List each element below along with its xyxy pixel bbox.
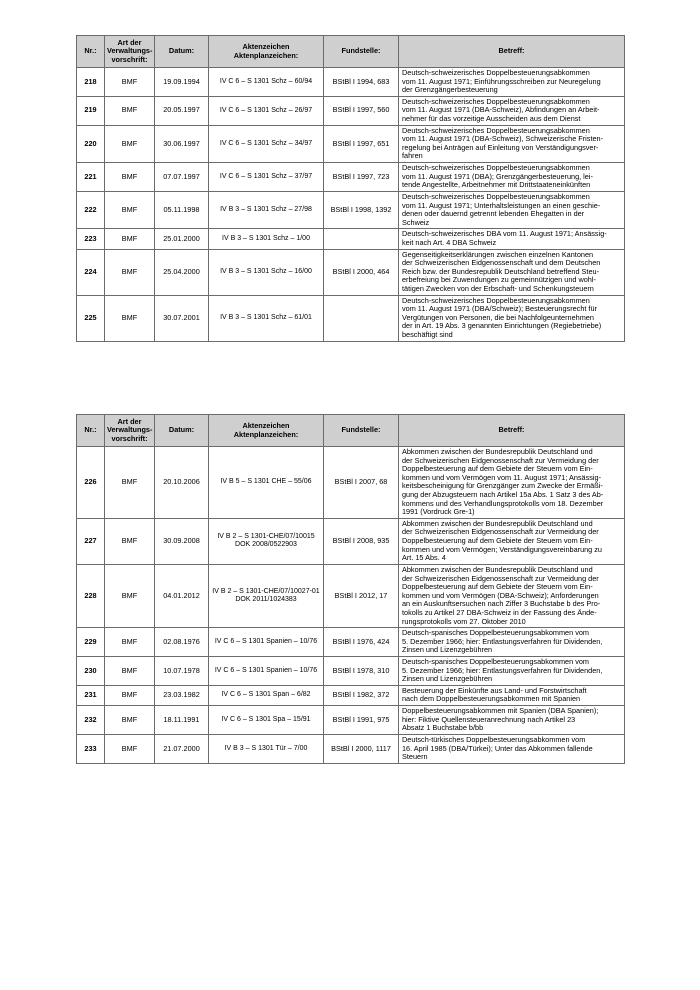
cell-betreff (399, 96, 625, 125)
betreff-line: Gegenseitigkeitserklärungen zwischen einzelnen Kantonen (402, 249, 594, 259)
cell-aktenzeichen (209, 518, 324, 564)
cell-betreff (399, 685, 625, 705)
header-betreff: Betreff: (399, 415, 625, 447)
betreff-line: Abkommen zwischen der Bundesrepublik Deutschland und (402, 518, 593, 528)
betreff-line: Abkommen zwischen der Bundesrepublik Deutschland und (402, 564, 593, 574)
cell-aktenzeichen (209, 734, 324, 763)
header-row (77, 415, 625, 447)
cell-art: BMF (105, 295, 155, 341)
regulations-table-1 (76, 35, 625, 342)
cell-nr: 229 (77, 628, 105, 657)
aktenzeichen-line: IV B 2 – S 1301-CHE/07/10027-01 (212, 587, 320, 595)
aktenzeichen-line: IV B 3 – S 1301 Schz – 1/00 (222, 234, 310, 242)
cell-fundstelle: BStBl I 2000, 464 (324, 249, 399, 295)
betreff-line: keit nach Art. 4 DBA Schweiz (402, 237, 497, 247)
cell-datum: 20.05.1997 (155, 96, 209, 125)
betreff-line: gung der Abzugsteuern nach Artikel 15a Abs. 1 Satz 3 des Ab- (402, 490, 604, 500)
cell-art: BMF (105, 229, 155, 249)
betreff-line: Deutsch-schweizerisches Doppelbesteuerungsabkommen (402, 125, 590, 135)
table-row (77, 229, 625, 249)
cell-fundstelle: BStBl I 2000, 1117 (324, 734, 399, 763)
cell-datum: 25.04.2000 (155, 249, 209, 295)
cell-datum: 04.01.2012 (155, 564, 209, 627)
table-row (77, 657, 625, 686)
header-datum: Datum: (155, 36, 209, 68)
cell-datum: 25.01.2000 (155, 229, 209, 249)
cell-art: BMF (105, 125, 155, 162)
betreff-line: tende Angestellte, Arbeitnehmer mit Drittstaateneinkünften (402, 180, 591, 190)
cell-fundstelle: BStBl I 1991, 975 (324, 706, 399, 735)
betreff-line: an ein Auskunftsersuchen nach Ziffer 3 Buchstabe b des Pro- (402, 599, 601, 609)
cell-nr: 230 (77, 657, 105, 686)
table-body (77, 447, 625, 764)
cell-fundstelle: BStBl I 2007, 68 (324, 447, 399, 519)
betreff-line: Doppelbesteuerungsabkommen mit Spanien (DBA Spanien); (402, 706, 599, 716)
table-row (77, 125, 625, 162)
header-nr: Nr.: (77, 36, 105, 68)
cell-nr: 218 (77, 68, 105, 97)
cell-art: BMF (105, 564, 155, 627)
betreff-line: kommens und des Verhandlungsprotokolls vom 18. Dezember (402, 498, 604, 508)
cell-aktenzeichen (209, 564, 324, 627)
table-row (77, 564, 625, 627)
table-row (77, 734, 625, 763)
betreff-line: der Schweizerischen Eidgenossenschaft zur Vermeidung der (402, 455, 599, 465)
cell-nr: 221 (77, 163, 105, 192)
cell-nr: 228 (77, 564, 105, 627)
cell-betreff (399, 295, 625, 341)
table-row (77, 68, 625, 97)
cell-art: BMF (105, 734, 155, 763)
cell-betreff (399, 68, 625, 97)
cell-art: BMF (105, 96, 155, 125)
betreff-line: kommen und vom Vermögen (DBA-Schweiz); Anforderungen (402, 590, 599, 600)
aktenzeichen-line: DOK 2008/0522903 (235, 541, 297, 549)
betreff-line: Steuern (402, 752, 428, 762)
betreff-line: Art. 15 Abs. 4 (402, 553, 446, 563)
cell-art: BMF (105, 163, 155, 192)
betreff-line: der Schweizerischen Eidgenossenschaft zur Vermeidung der (402, 527, 599, 537)
betreff-line: regelung bei Anträgen auf Einleitung von Verständigungsver- (402, 142, 599, 152)
betreff-line: kommen und vom Vermögen vom 11. August 1971; Ansässig- (402, 472, 602, 482)
cell-betreff (399, 564, 625, 627)
aktenzeichen-line: IV C 6 – S 1301 Spanien – 10/76 (214, 666, 318, 674)
table-row (77, 628, 625, 657)
cell-betreff (399, 229, 625, 249)
cell-aktenzeichen (209, 249, 324, 295)
cell-betreff (399, 125, 625, 162)
aktenzeichen-line: IV C 6 – S 1301 Schz – 34/97 (219, 139, 313, 147)
header-aktenzeichen: Aktenzeichen Aktenplanzeichen: (209, 415, 324, 447)
cell-aktenzeichen (209, 191, 324, 228)
table-row (77, 163, 625, 192)
cell-betreff (399, 191, 625, 228)
betreff-line: tokolls zu Artikel 27 DBA-Schweiz in der Fassung des Ände- (402, 607, 597, 617)
cell-datum: 20.10.2006 (155, 447, 209, 519)
betreff-line: Doppelbesteuerung auf dem Gebiete der Steuern vom Ein- (402, 582, 593, 592)
header-datum: Datum: (155, 415, 209, 447)
cell-datum: 23.03.1982 (155, 685, 209, 705)
betreff-line: Deutsch-schweizerisches Doppelbesteuerungsabkommen (402, 96, 590, 106)
betreff-line: 16. April 1985 (DBA/Türkei); Unter das Abkommen fallende (402, 743, 593, 753)
cell-aktenzeichen (209, 628, 324, 657)
cell-fundstelle: BStBl I 1994, 683 (324, 68, 399, 97)
cell-nr: 231 (77, 685, 105, 705)
cell-nr: 232 (77, 706, 105, 735)
header-art: Art der Verwaltungs- vorschrift: (105, 36, 155, 68)
aktenzeichen-line: IV C 6 – S 1301 Spa – 15/91 (221, 715, 311, 723)
cell-datum: 21.07.2000 (155, 734, 209, 763)
header-nr: Nr.: (77, 415, 105, 447)
table-row (77, 518, 625, 564)
cell-aktenzeichen (209, 68, 324, 97)
betreff-line: vom 11. August 1971; Einführungsschreiben zur Neuregelung (402, 76, 601, 86)
betreff-line: Deutsch-schweizerisches Doppelbesteuerungsabkommen (402, 68, 590, 77)
cell-art: BMF (105, 628, 155, 657)
aktenzeichen-line: IV B 3 – S 1301 Schz – 61/01 (220, 314, 312, 322)
cell-fundstelle: BStBl I 1978, 310 (324, 657, 399, 686)
betreff-line: Schweiz (402, 217, 430, 227)
betreff-line: denen oder dauernd getrennt lebenden Ehegatten in der (402, 209, 585, 219)
betreff-line: keitsbescheinigung für Grenzgänger zum Zwecke der Ermäßi- (402, 481, 603, 491)
cell-betreff (399, 657, 625, 686)
table-row (77, 96, 625, 125)
cell-nr: 233 (77, 734, 105, 763)
header-fundstelle: Fundstelle: (324, 36, 399, 68)
cell-datum: 30.09.2008 (155, 518, 209, 564)
betreff-line: erbefreiung bei Zuwendungen zu gemeinnützigen und wohl- (402, 275, 596, 285)
cell-nr: 222 (77, 191, 105, 228)
cell-datum: 18.11.1991 (155, 706, 209, 735)
cell-betreff (399, 163, 625, 192)
aktenzeichen-line: IV C 6 – S 1301 Schz – 37/97 (219, 172, 313, 180)
betreff-line: Doppelbesteuerung auf dem Gebiete der Steuern vom Ein- (402, 464, 593, 474)
betreff-line: 1991 (Vordruck Gre-1) (402, 507, 475, 517)
aktenzeichen-line: IV B 2 – S 1301-CHE/07/10015 (217, 533, 315, 541)
betreff-line: 5. Dezember 1966; hier: Entlastungsverfahren für Dividenden, (402, 636, 603, 646)
header-fundstelle: Fundstelle: (324, 415, 399, 447)
betreff-line: beschäftigt sind (402, 330, 453, 340)
betreff-line: hier: Fiktive Quellensteueranrechnung nach Artikel 23 (402, 714, 576, 724)
header-row (77, 36, 625, 68)
betreff-line: Vergütungen von Personen, die bei Nachfolgeunternehmen (402, 312, 594, 322)
betreff-line: Deutsch-schweizerisches Doppelbesteuerungsabkommen (402, 191, 590, 201)
betreff-line: nach dem Doppelbesteuerungsabkommen mit Spanien (402, 694, 581, 704)
cell-aktenzeichen (209, 657, 324, 686)
cell-fundstelle: BStBl I 2012, 17 (324, 564, 399, 627)
cell-art: BMF (105, 706, 155, 735)
betreff-line: Doppelbesteuerung auf dem Gebiete der Steuern vom Ein- (402, 536, 593, 546)
betreff-line: Abkommen zwischen der Bundesrepublik Deutschland und (402, 447, 593, 456)
cell-fundstelle: BStBl I 1982, 372 (324, 685, 399, 705)
betreff-line: nehmer für das vorzeitige Ausscheiden aus dem Dienst (402, 114, 581, 124)
table-row (77, 706, 625, 735)
table-row (77, 295, 625, 341)
aktenzeichen-line: IV B 5 – S 1301 CHE – 55/06 (220, 478, 312, 486)
cell-betreff (399, 249, 625, 295)
betreff-line: fahren (402, 151, 423, 161)
cell-aktenzeichen (209, 685, 324, 705)
aktenzeichen-line: IV B 3 – S 1301 Schz – 16/00 (220, 267, 312, 275)
betreff-line: Zinsen und Lizenzgebühren (402, 645, 493, 655)
betreff-line: rungsprotokolls vom 27. Oktober 2010 (402, 616, 526, 626)
aktenzeichen-line: IV C 6 – S 1301 Schz – 26/97 (219, 106, 313, 114)
cell-art: BMF (105, 68, 155, 97)
betreff-line: Absatz 1 Buchstabe b/bb (402, 723, 484, 733)
cell-nr: 219 (77, 96, 105, 125)
table-body (77, 68, 625, 342)
cell-datum: 02.08.1976 (155, 628, 209, 657)
betreff-line: tätigen Zwecken von der Erbschaft- und Schenkungsteuern (402, 284, 594, 294)
cell-fundstelle: BStBl I 1997, 723 (324, 163, 399, 192)
aktenzeichen-line: IV C 6 – S 1301 Schz – 60/94 (219, 77, 313, 85)
cell-fundstelle: BStBl I 2008, 935 (324, 518, 399, 564)
table-row (77, 249, 625, 295)
cell-aktenzeichen (209, 163, 324, 192)
cell-aktenzeichen (209, 229, 324, 249)
betreff-line: Reich bzw. der Bundesrepublik Deutschland betreffend Steu- (402, 266, 600, 276)
regulations-table-2 (76, 414, 625, 764)
cell-betreff (399, 734, 625, 763)
header-betreff: Betreff: (399, 36, 625, 68)
cell-datum: 10.07.1978 (155, 657, 209, 686)
cell-datum: 30.07.2001 (155, 295, 209, 341)
betreff-line: vom 11. August 1971 (DBA-Schweiz), Schweizerische Fristen- (402, 134, 604, 144)
betreff-line: vom 11. August 1971 (DBA/Schweiz); Besteuerungsrecht für (402, 304, 597, 314)
cell-betreff (399, 447, 625, 519)
betreff-line: vom 11. August 1971 (DBA-Schweiz), Abfindungen an Arbeit- (402, 105, 600, 115)
betreff-line: der in Art. 19 Abs. 3 genannten Einrichtungen (Regiebetriebe) (402, 321, 602, 331)
cell-datum: 07.07.1997 (155, 163, 209, 192)
betreff-line: der Schweizerischen Eidgenossenschaft zur Vermeidung der (402, 573, 599, 583)
aktenzeichen-line: IV B 3 – S 1301 Tür – 7/00 (224, 744, 308, 752)
cell-aktenzeichen (209, 96, 324, 125)
cell-fundstelle: BStBl I 1998, 1392 (324, 191, 399, 228)
cell-art: BMF (105, 249, 155, 295)
cell-fundstelle: BStBl I 1997, 651 (324, 125, 399, 162)
betreff-line: Deutsch-spanisches Doppelbesteuerungsabkommen vom (402, 657, 589, 667)
aktenzeichen-line: IV B 3 – S 1301 Schz – 27/98 (220, 206, 312, 214)
cell-nr: 226 (77, 447, 105, 519)
betreff-line: Deutsch-türkisches Doppelbesteuerungsabkommen vom (402, 734, 586, 744)
aktenzeichen-line: IV C 6 – S 1301 Spanien – 10/76 (214, 637, 318, 645)
betreff-line: Besteuerung der Einkünfte aus Land- und Forstwirtschaft (402, 685, 587, 695)
aktenzeichen-line: IV C 6 – S 1301 Span – 6/82 (221, 691, 311, 699)
cell-fundstelle: BStBl I 1976, 424 (324, 628, 399, 657)
aktenzeichen-line: DOK 2011/1024383 (235, 596, 297, 604)
cell-datum: 19.09.1994 (155, 68, 209, 97)
cell-fundstelle (324, 295, 399, 341)
cell-nr: 224 (77, 249, 105, 295)
table-row (77, 191, 625, 228)
betreff-line: der Grenzgängerbesteuerung (402, 85, 498, 95)
cell-art: BMF (105, 518, 155, 564)
table-row (77, 447, 625, 519)
betreff-line: der Schweizerischen Eidgenossenschaft und dem Deutschen (402, 258, 601, 268)
cell-aktenzeichen (209, 706, 324, 735)
table-row (77, 685, 625, 705)
cell-betreff (399, 706, 625, 735)
cell-fundstelle (324, 229, 399, 249)
header-aktenzeichen: Aktenzeichen Aktenplanzeichen: (209, 36, 324, 68)
cell-nr: 227 (77, 518, 105, 564)
betreff-line: 5. Dezember 1966; hier: Entlastungsverfahren für Dividenden, (402, 665, 603, 675)
betreff-line: Deutsch-schweizerisches DBA vom 11. August 1971; Ansässig- (402, 229, 607, 239)
cell-art: BMF (105, 685, 155, 705)
cell-aktenzeichen (209, 295, 324, 341)
betreff-line: vom 11. August 1971 (DBA); Grenzgängerbesteuerung, lei- (402, 171, 593, 181)
cell-betreff (399, 518, 625, 564)
cell-art: BMF (105, 191, 155, 228)
betreff-line: Zinsen und Lizenzgebühren (402, 674, 493, 684)
cell-art: BMF (105, 657, 155, 686)
cell-datum: 30.06.1997 (155, 125, 209, 162)
cell-nr: 220 (77, 125, 105, 162)
betreff-line: vom 11. August 1971; Unterhaltsleistungen an einen geschie- (402, 200, 601, 210)
cell-betreff (399, 628, 625, 657)
betreff-line: Deutsch-schweizerisches Doppelbesteuerungsabkommen (402, 163, 590, 173)
cell-datum: 05.11.1998 (155, 191, 209, 228)
cell-art: BMF (105, 447, 155, 519)
cell-aktenzeichen (209, 125, 324, 162)
header-art: Art der Verwaltungs- vorschrift: (105, 415, 155, 447)
cell-nr: 225 (77, 295, 105, 341)
betreff-line: kommen und vom Vermögen; Verständigungsvereinbarung zu (402, 544, 602, 554)
cell-nr: 223 (77, 229, 105, 249)
betreff-line: Deutsch-spanisches Doppelbesteuerungsabkommen vom (402, 628, 589, 638)
cell-aktenzeichen (209, 447, 324, 519)
betreff-line: Deutsch-schweizerisches Doppelbesteuerungsabkommen (402, 295, 590, 305)
cell-fundstelle: BStBl I 1997, 560 (324, 96, 399, 125)
